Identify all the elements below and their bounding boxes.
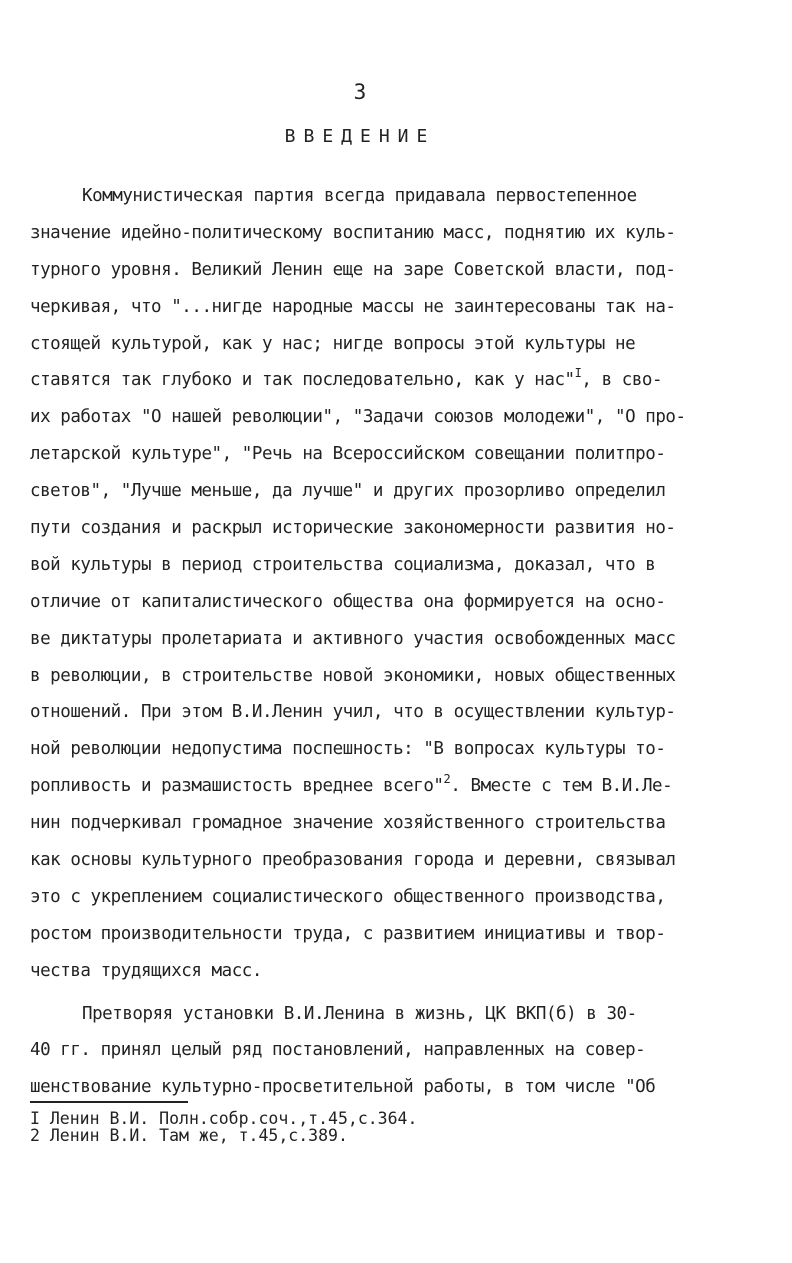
- text-line: черкивая, что "...нигде народные массы не заинтересованы так на-: [30, 296, 676, 317]
- text-line: нин подчеркивал громадное значение хозяйственного строительства: [30, 813, 666, 834]
- text-line: турного уровня. Великий Ленин еще на заре Советской власти, под-: [30, 259, 676, 280]
- text-line: шенствование культурно-просветительной работы, в том числе "Об: [30, 1077, 656, 1098]
- text-line: значение идейно-политическому воспитанию масс, поднятию их куль-: [30, 222, 676, 243]
- text-line: их работах "О нашей революции", "Задачи союзов молодежи", "О про-: [30, 407, 686, 428]
- page-number: 3: [353, 80, 367, 104]
- text-line: стоящей культурой, как у нас; нигде вопросы этой культуры не: [30, 333, 636, 354]
- footnote-2: 2 Ленин В.И. Там же, т.45,с.389.: [30, 1126, 348, 1145]
- text-line: в революции, в строительстве новой экономики, новых общественных: [30, 665, 676, 686]
- text-line: летарской культуре", "Речь на Всероссийском совещании политпро-: [30, 444, 666, 465]
- text-line: ростом производительности труда, с развитием инициативы и твор-: [30, 923, 666, 944]
- footnote-1: I Ленин В.И. Полн.собр.соч.,т.45,с.364.: [30, 1109, 418, 1128]
- text-line: отношений. При этом В.И.Ленин учил, что в осуществлении культур-: [30, 702, 676, 723]
- text-line: это с укреплением социалистического общественного производства,: [30, 886, 666, 907]
- text-line: ной революции недопустима поспешность: "В вопросах культуры то-: [30, 739, 666, 760]
- text-line: [30, 362, 770, 399]
- footnote-divider: [30, 1101, 188, 1103]
- text-line-part: ропливость и размашистость вреднее всего": [30, 776, 444, 797]
- text-line: [30, 768, 770, 805]
- text-line: пути создания и раскрыл исторические закономерности развития но-: [30, 518, 676, 539]
- text-line-part: , в сво-: [581, 370, 663, 391]
- footnote-ref-1: I: [574, 366, 582, 381]
- text-line: Претворяя установки В.И.Ленина в жизнь, ЦК ВКП(б) в 30-: [82, 1003, 637, 1024]
- text-line: как основы культурного преобразования города и деревни, связывал: [30, 850, 676, 871]
- body-text: [30, 178, 770, 1106]
- text-line: вой культуры в период строительства социализма, доказал, что в: [30, 554, 656, 575]
- text-line: ве диктатуры пролетариата и активного участия освобожденных масс: [30, 628, 676, 649]
- footnotes: [30, 1110, 730, 1144]
- text-line-part: ставятся так глубоко и так последовательно, как у нас": [30, 370, 575, 391]
- text-line: Коммунистическая партия всегда придавала первостепенное: [82, 186, 637, 206]
- text-line-part: . Вместе с тем В.И.Ле-: [450, 776, 673, 797]
- text-line: отличие от капиталистического общества она формируется на осно-: [30, 591, 666, 612]
- text-line: 40 гг. принял целый ряд постановлений, направленных на совер-: [30, 1040, 646, 1061]
- text-line: чества трудящихся масс.: [30, 960, 262, 981]
- section-heading: ВВЕДЕНИЕ: [284, 126, 436, 147]
- text-line: светов", "Лучше меньше, да лучше" и других прозорливо определил: [30, 481, 666, 502]
- footnote-ref-2: 2: [443, 772, 451, 787]
